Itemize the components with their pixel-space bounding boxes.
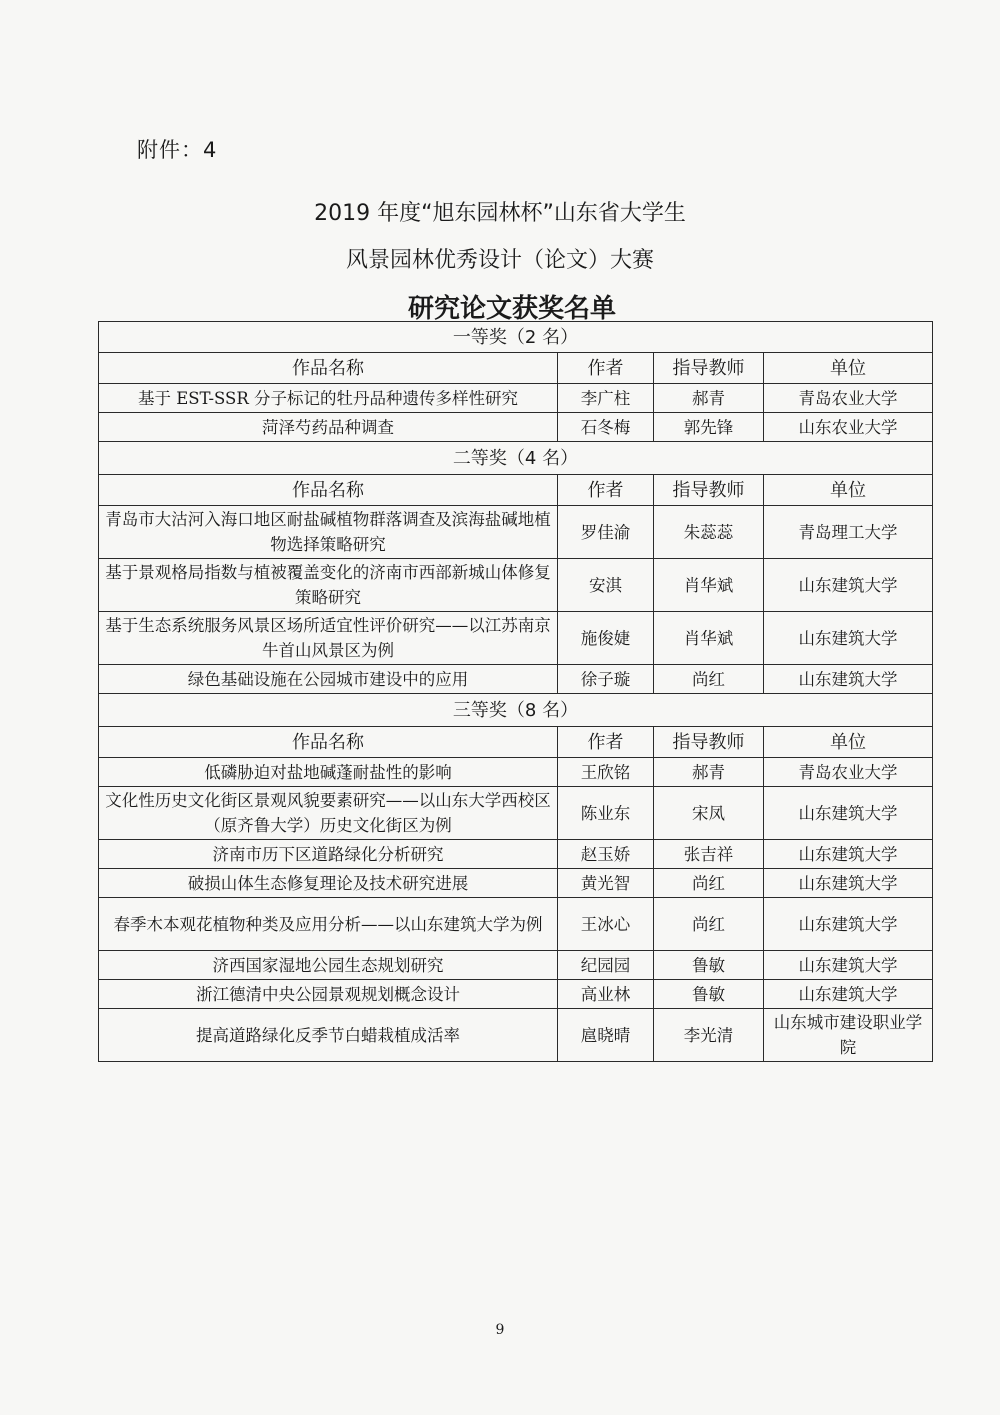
author-name: 施俊婕 bbox=[558, 612, 654, 665]
work-title: 基于生态系统服务风景区场所适宜性评价研究——以江苏南京牛首山风景区为例 bbox=[99, 612, 558, 665]
section-header-second-prize bbox=[99, 442, 933, 475]
work-title: 低磷胁迫对盐地碱蓬耐盐性的影响 bbox=[99, 758, 558, 787]
author-name: 扈晓晴 bbox=[558, 1009, 654, 1062]
author-name: 高业林 bbox=[558, 980, 654, 1009]
advisor-name: 尚红 bbox=[654, 665, 764, 694]
table-row bbox=[99, 559, 933, 612]
table-row bbox=[99, 787, 933, 840]
unit-name: 山东建筑大学 bbox=[764, 612, 933, 665]
advisor-name: 宋凤 bbox=[654, 787, 764, 840]
page-number: 9 bbox=[495, 1322, 505, 1338]
col-header-work: 作品名称 bbox=[99, 727, 558, 758]
work-title: 提高道路绿化反季节白蜡栽植成活率 bbox=[99, 1009, 558, 1062]
title-line-1: 2019 年度“旭东园林杯”山东省大学生 bbox=[314, 201, 686, 226]
advisor-name: 肖华斌 bbox=[654, 559, 764, 612]
advisor-name: 尚红 bbox=[654, 898, 764, 951]
author-name: 安淇 bbox=[558, 559, 654, 612]
work-title: 济南市历下区道路绿化分析研究 bbox=[99, 840, 558, 869]
col-header-unit: 单位 bbox=[764, 475, 933, 506]
author-name: 石冬梅 bbox=[558, 413, 654, 442]
table-row bbox=[99, 758, 933, 787]
table-row bbox=[99, 612, 933, 665]
col-header-author: 作者 bbox=[558, 353, 654, 384]
column-header-row bbox=[99, 475, 933, 506]
author-name: 李广柱 bbox=[558, 384, 654, 413]
unit-name: 山东建筑大学 bbox=[764, 840, 933, 869]
advisor-name: 张吉祥 bbox=[654, 840, 764, 869]
advisor-name: 郝青 bbox=[654, 758, 764, 787]
unit-name: 青岛农业大学 bbox=[764, 758, 933, 787]
work-title: 浙江德清中央公园景观规划概念设计 bbox=[99, 980, 558, 1009]
col-header-work: 作品名称 bbox=[99, 353, 558, 384]
work-title: 青岛市大沽河入海口地区耐盐碱植物群落调查及滨海盐碱地植物选择策略研究 bbox=[99, 506, 558, 559]
col-header-advisor: 指导教师 bbox=[654, 727, 764, 758]
author-name: 陈业东 bbox=[558, 787, 654, 840]
col-header-author: 作者 bbox=[558, 475, 654, 506]
table-row bbox=[99, 980, 933, 1009]
col-header-advisor: 指导教师 bbox=[654, 475, 764, 506]
advisor-name: 肖华斌 bbox=[654, 612, 764, 665]
advisor-name: 郝青 bbox=[654, 384, 764, 413]
author-name: 王冰心 bbox=[558, 898, 654, 951]
work-title: 济西国家湿地公园生态规划研究 bbox=[99, 951, 558, 980]
table-row bbox=[99, 506, 933, 559]
work-title: 菏泽芍药品种调查 bbox=[99, 413, 558, 442]
unit-name: 山东建筑大学 bbox=[764, 787, 933, 840]
section-header-third-prize bbox=[99, 694, 933, 727]
unit-name: 山东建筑大学 bbox=[764, 665, 933, 694]
col-header-author: 作者 bbox=[558, 727, 654, 758]
work-title: 破损山体生态修复理论及技术研究进展 bbox=[99, 869, 558, 898]
awards-table bbox=[98, 321, 933, 1062]
author-name: 王欣铭 bbox=[558, 758, 654, 787]
author-name: 罗佳渝 bbox=[558, 506, 654, 559]
document-title: 研究论文获奖名单 bbox=[407, 294, 616, 324]
section-label: 二等奖（4 名） bbox=[99, 442, 933, 475]
advisor-name: 鲁敏 bbox=[654, 980, 764, 1009]
work-title: 基于 EST-SSR 分子标记的牡丹品种遗传多样性研究 bbox=[99, 384, 558, 413]
section-label: 三等奖（8 名） bbox=[99, 694, 933, 727]
section-header-first-prize bbox=[99, 322, 933, 353]
author-name: 纪园园 bbox=[558, 951, 654, 980]
col-header-advisor: 指导教师 bbox=[654, 353, 764, 384]
attachment-label: 附件：4 bbox=[137, 138, 218, 162]
work-title: 文化性历史文化街区景观风貌要素研究——以山东大学西校区（原齐鲁大学）历史文化街区为例 bbox=[99, 787, 558, 840]
column-header-row bbox=[99, 727, 933, 758]
unit-name: 青岛农业大学 bbox=[764, 384, 933, 413]
unit-name: 青岛理工大学 bbox=[764, 506, 933, 559]
advisor-name: 朱蕊蕊 bbox=[654, 506, 764, 559]
unit-name: 山东建筑大学 bbox=[764, 869, 933, 898]
table-row bbox=[99, 1009, 933, 1062]
author-name: 黄光智 bbox=[558, 869, 654, 898]
table-row bbox=[99, 665, 933, 694]
author-name: 徐子璇 bbox=[558, 665, 654, 694]
unit-name: 山东城市建设职业学院 bbox=[764, 1009, 933, 1062]
advisor-name: 鲁敏 bbox=[654, 951, 764, 980]
section-label: 一等奖（2 名） bbox=[99, 322, 933, 353]
table-row bbox=[99, 384, 933, 413]
column-header-row bbox=[99, 353, 933, 384]
advisor-name: 李光清 bbox=[654, 1009, 764, 1062]
col-header-unit: 单位 bbox=[764, 353, 933, 384]
unit-name: 山东建筑大学 bbox=[764, 559, 933, 612]
author-name: 赵玉娇 bbox=[558, 840, 654, 869]
advisor-name: 尚红 bbox=[654, 869, 764, 898]
table-row bbox=[99, 869, 933, 898]
table-row bbox=[99, 951, 933, 980]
table-row bbox=[99, 840, 933, 869]
unit-name: 山东建筑大学 bbox=[764, 951, 933, 980]
col-header-unit: 单位 bbox=[764, 727, 933, 758]
unit-name: 山东农业大学 bbox=[764, 413, 933, 442]
table-row bbox=[99, 898, 933, 951]
unit-name: 山东建筑大学 bbox=[764, 980, 933, 1009]
work-title: 绿色基础设施在公园城市建设中的应用 bbox=[99, 665, 558, 694]
title-line-2: 风景园林优秀设计（论文）大赛 bbox=[345, 248, 654, 273]
advisor-name: 郭先锋 bbox=[654, 413, 764, 442]
work-title: 春季木本观花植物种类及应用分析——以山东建筑大学为例 bbox=[99, 898, 558, 951]
col-header-work: 作品名称 bbox=[99, 475, 558, 506]
work-title: 基于景观格局指数与植被覆盖变化的济南市西部新城山体修复策略研究 bbox=[99, 559, 558, 612]
unit-name: 山东建筑大学 bbox=[764, 898, 933, 951]
table-row bbox=[99, 413, 933, 442]
